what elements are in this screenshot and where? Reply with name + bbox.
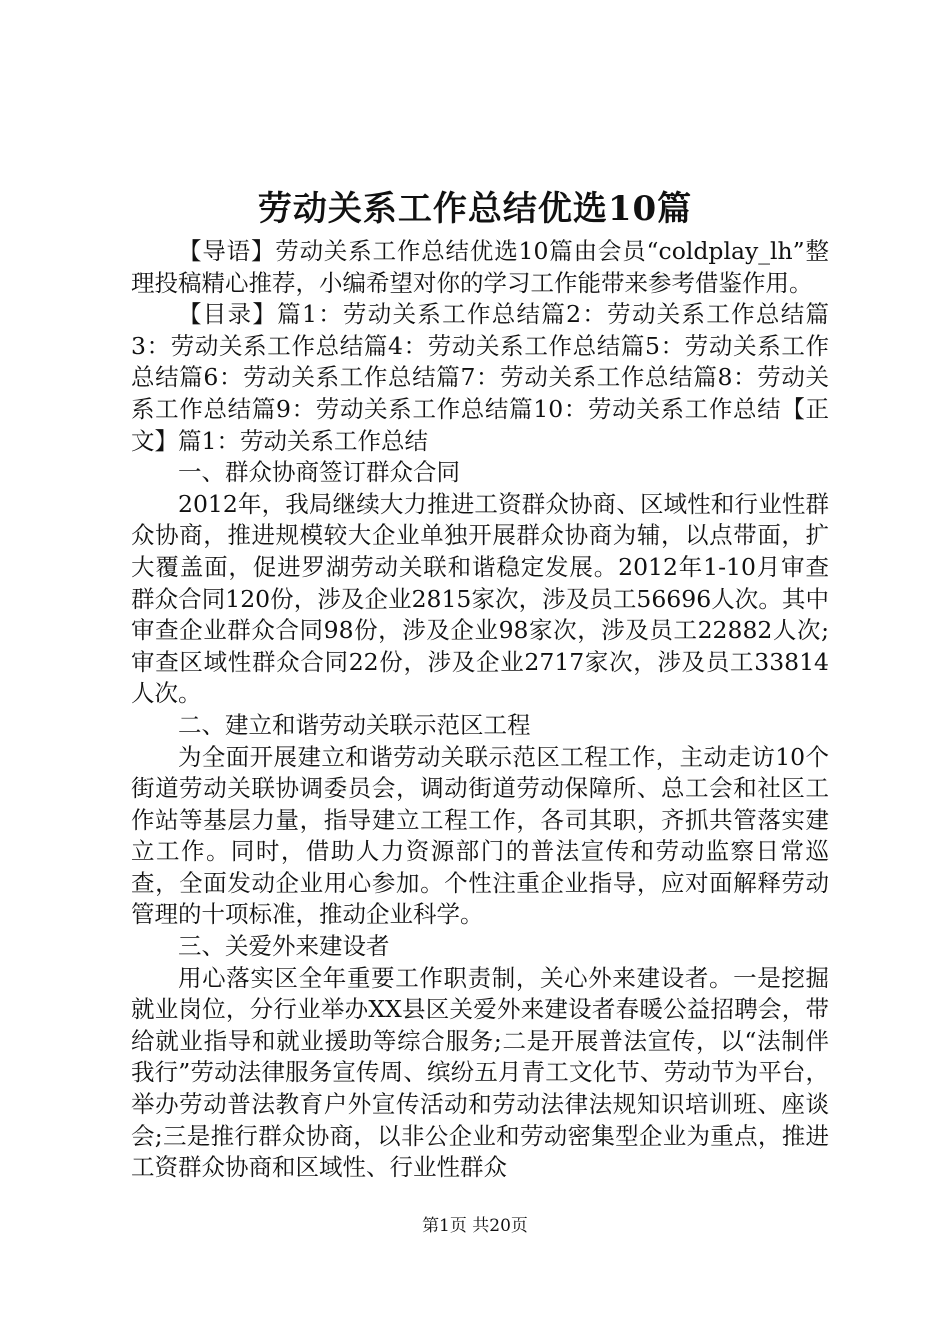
document-body <box>131 236 829 1184</box>
section-paragraph-3: 用心落实区全年重要工作职责制，关心外来建设者。一是挖掘就业岗位，分行业举办XX县区关爱外来建设者春暖公益招聘会，带给就业指导和就业援助等综合服务;二是开展普法宣传，以“法制伴我行”劳动法律服务宣传周、缤纷五月青工文化节、劳动节为平台，举办劳动普法教育户外宣传活动和劳动法律法规知识培训班、座谈会;三是推行群众协商，以非公企业和劳动密集型企业为重点，推进工资群众协商和区域性、行业性群众 <box>131 963 829 1182</box>
document-title: 劳动关系工作总结优选10篇 <box>257 189 693 229</box>
table-of-contents-paragraph: 【目录】篇1：劳动关系工作总结篇2：劳动关系工作总结篇3：劳动关系工作总结篇4：劳动关系工作总结篇5：劳动关系工作总结篇6：劳动关系工作总结篇7：劳动关系工作总结篇8：劳动关系工作总结篇9：劳动关系工作总结篇10：劳动关系工作总结【正文】篇1：劳动关系工作总结 <box>131 300 829 455</box>
intro-paragraph: 【导语】劳动关系工作总结优选10篇由会员“coldplay_lh”整理投稿精心推荐，小编希望对你的学习工作能带来参考借鉴作用。 <box>131 237 829 297</box>
section-paragraph-1: 2012年，我局继续大力推进工资群众协商、区域性和行业性群众协商，推进规模较大企业单独开展群众协商为辅，以点带面，扩大覆盖面，促进罗湖劳动关联和谐稳定发展。2012年1-10月审查群众合同120份，涉及企业2815家次，涉及员工56696人次。其中审查企业群众合同98份，涉及企业98家次，涉及员工22882人次;审查区域性群众合同22份，涉及企业2717家次，涉及员工33814人次。 <box>131 489 829 708</box>
section-heading-2: 二、建立和谐劳动关联示范区工程 <box>178 710 531 739</box>
section-paragraph-2: 为全面开展建立和谐劳动关联示范区工程工作，主动走访10个街道劳动关联协调委员会，调动街道劳动保障所、总工会和社区工作站等基层力量，指导建立工程工作，各司其职，齐抓共管落实建立工作。同时，借助人力资源部门的普法宣传和劳动监察日常巡查，全面发动企业用心参加。个性注重企业指导，应对面解释劳动管理的十项标准，推动企业科学。 <box>131 742 829 929</box>
section-heading-1: 一、群众协商签订群众合同 <box>178 458 460 487</box>
section-heading-3: 三、关爱外来建设者 <box>178 932 390 961</box>
page-footer: 第1页 共20页 <box>422 1216 528 1236</box>
